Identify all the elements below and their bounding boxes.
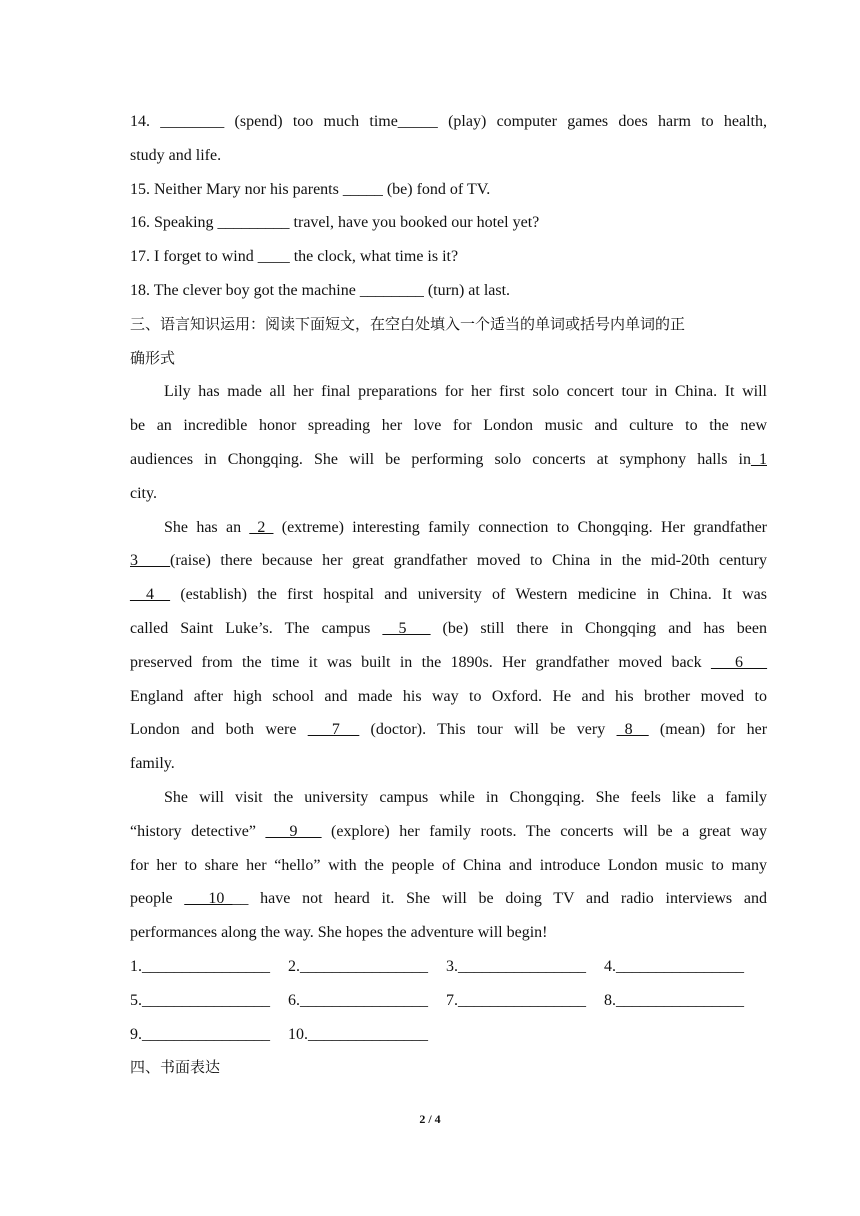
passage-p2-line3 [130,578,767,612]
passage-p2-line4 [130,612,767,646]
blank-1: _1 [751,450,767,468]
passage-p2-line1 [130,511,767,545]
blank-5: __5___ [382,619,431,637]
blank-8: _8__ [616,721,649,739]
passage-p2-line8: family. [130,755,175,773]
item-16: 16. Speaking _________ travel, have you booked our hotel yet? [130,214,540,232]
passage-text: called Saint Luke’s. The campus [130,619,383,637]
passage-p3-line1: She will visit the university campus while in Chongqing. She feels like a family [164,788,767,806]
item-14-line2: study and life. [130,146,222,164]
passage-p1-line2: be an incredible honor spreading her love for London music and culture to the new [130,417,767,435]
blank-3: 3____ [130,552,170,570]
document-body [130,105,767,1085]
passage-text: London and both were [130,721,308,739]
blank-10: ___10_ [184,890,233,908]
passage-text: people [130,890,185,908]
item-18: 18. The clever boy got the machine ________ (turn) at last. [130,281,511,299]
passage-p1-line3 [130,443,767,477]
page-number: 2 / 4 [419,1112,441,1126]
section-4-heading: 四、书面表达 [130,1058,221,1077]
passage-p2-line2 [130,544,767,578]
answer-blank-3[interactable]: 3.________________ [446,957,586,975]
passage-p2-line7 [130,713,767,747]
passage-text: “history detective” [130,822,266,840]
section-3-heading-line1: 三、语言知识运用：阅读下面短文，在空白处填入一个适当的单词或括号内单词的正 [130,314,686,333]
passage-text: audiences in Chongqing. She will be performing solo concerts at symphony halls in [130,450,751,468]
answer-blank-9[interactable]: 9.________________ [130,1025,270,1043]
answer-blank-4[interactable]: 4.________________ [604,957,744,975]
passage-text: preserved from the time it was built in the 1890s. Her grandfather moved back [130,653,711,671]
passage-p2-line5 [130,646,767,680]
passage-p2-line6: England after high school and made his way to Oxford. He and his brother moved to [130,687,767,705]
answer-blank-5[interactable]: 5.________________ [130,991,270,1009]
passage-p3-line5: performances along the way. She hopes the adventure will begin! [130,924,548,942]
passage-text: (doctor). This tour will be very [359,721,617,739]
answer-row-3 [130,1018,767,1052]
passage-text: (be) still there in Chongqing and has been [430,619,768,637]
answer-blank-10[interactable]: 10._______________ [288,1025,428,1043]
item-17: 17. I forget to wind ____ the clock, what time is it? [130,248,459,266]
passage-text: __ have not heard it. She will be doing TV and radio interviews and [232,890,767,908]
item-15: 15. Neither Mary nor his parents _____ (be) fond of TV. [130,180,491,198]
passage-p1-line1: Lily has made all her final preparations for her first solo concert tour in China. It will [164,383,767,401]
passage-text: (raise) there because her great grandfather moved to China in the mid-20th century [170,552,767,570]
passage-p3-line4 [130,882,767,916]
blank-6: ___6___ [711,653,767,671]
answer-blank-1[interactable]: 1.________________ [130,957,270,975]
passage-text: (mean) for her [648,721,768,739]
blank-9: ___9___ [265,822,322,840]
passage-p3-line3: for her to share her “hello” with the people of China and introduce London music to many [130,856,767,874]
passage-text: She has an [164,518,250,536]
answer-blank-6[interactable]: 6.________________ [288,991,428,1009]
passage-p3-line2 [130,815,767,849]
answer-row-1 [130,950,767,984]
passage-text: (establish) the first hospital and university of Western medicine in China. It was [170,586,767,604]
section-3-heading-line2: 确形式 [130,348,176,367]
blank-4: __4__ [130,586,170,604]
passage-p1-line4: city. [130,484,157,502]
blank-7: ___7 _ [307,721,360,739]
answer-blank-8[interactable]: 8.________________ [604,991,744,1009]
answer-row-2 [130,984,767,1018]
blank-2: _2_ [249,518,274,536]
answer-blank-2[interactable]: 2.________________ [288,957,428,975]
item-14-line1: 14. ________ (spend) too much time_____ (play) computer games does harm to health, [130,113,767,130]
passage-text: (explore) her family roots. The concerts will be a great way [321,822,768,840]
passage-text: (extreme) interesting family connection to Chongqing. Her grandfather [273,518,767,536]
answer-blank-7[interactable]: 7.________________ [446,991,586,1009]
